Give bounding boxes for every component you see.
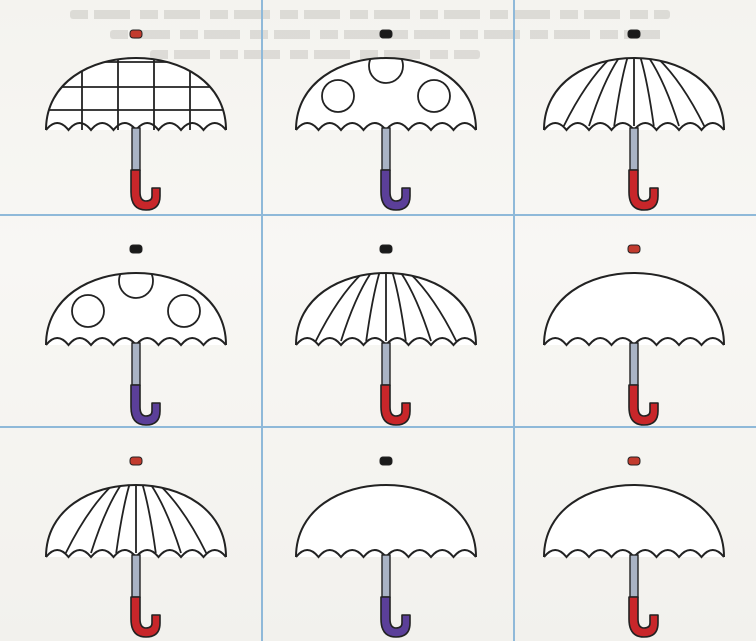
umbrella-dot xyxy=(119,264,153,298)
umbrella-shaft xyxy=(132,128,140,170)
umbrella-tip xyxy=(380,457,392,465)
umbrella-shaft xyxy=(630,343,638,385)
umbrella-canopy-fill xyxy=(46,58,226,130)
umbrella-3-1 xyxy=(46,457,226,637)
umbrella-3-3 xyxy=(544,457,724,637)
umbrella-handle xyxy=(131,385,160,425)
umbrella-shaft xyxy=(132,343,140,385)
umbrella-handle xyxy=(131,170,160,210)
umbrella-handle xyxy=(381,385,410,425)
umbrella-shaft xyxy=(630,128,638,170)
umbrella-1-2 xyxy=(296,30,476,210)
umbrella-tip xyxy=(628,245,640,253)
umbrella-dot xyxy=(418,80,450,112)
umbrella-2-3 xyxy=(544,245,724,425)
umbrella-2-1 xyxy=(46,245,226,425)
umbrella-canopy-fill xyxy=(544,273,724,345)
umbrella-handle xyxy=(131,597,160,637)
umbrella-shaft xyxy=(132,555,140,597)
umbrella-shaft xyxy=(382,343,390,385)
umbrella-tip xyxy=(380,245,392,253)
umbrella-1-1 xyxy=(46,30,226,210)
umbrella-1-3 xyxy=(544,30,724,210)
umbrella-dot xyxy=(322,80,354,112)
umbrella-dot xyxy=(168,295,200,327)
umbrella-shaft xyxy=(382,128,390,170)
umbrella-tip xyxy=(628,457,640,465)
umbrella-dot xyxy=(72,295,104,327)
umbrella-tip xyxy=(130,30,142,38)
umbrella-shaft xyxy=(630,555,638,597)
umbrella-tip xyxy=(380,30,392,38)
umbrella-tip xyxy=(628,30,640,38)
umbrella-shaft xyxy=(382,555,390,597)
umbrella-handle xyxy=(381,170,410,210)
umbrella-handle xyxy=(629,385,658,425)
umbrella-3-2 xyxy=(296,457,476,637)
umbrella-handle xyxy=(381,597,410,637)
umbrella-handle xyxy=(629,170,658,210)
umbrella-canopy-fill xyxy=(296,485,476,557)
umbrella-2-2 xyxy=(296,245,476,425)
umbrella-dot xyxy=(369,49,403,83)
umbrella-tip xyxy=(130,245,142,253)
umbrella-tip xyxy=(130,457,142,465)
umbrella-handle xyxy=(629,597,658,637)
umbrella-canopy-fill xyxy=(544,485,724,557)
